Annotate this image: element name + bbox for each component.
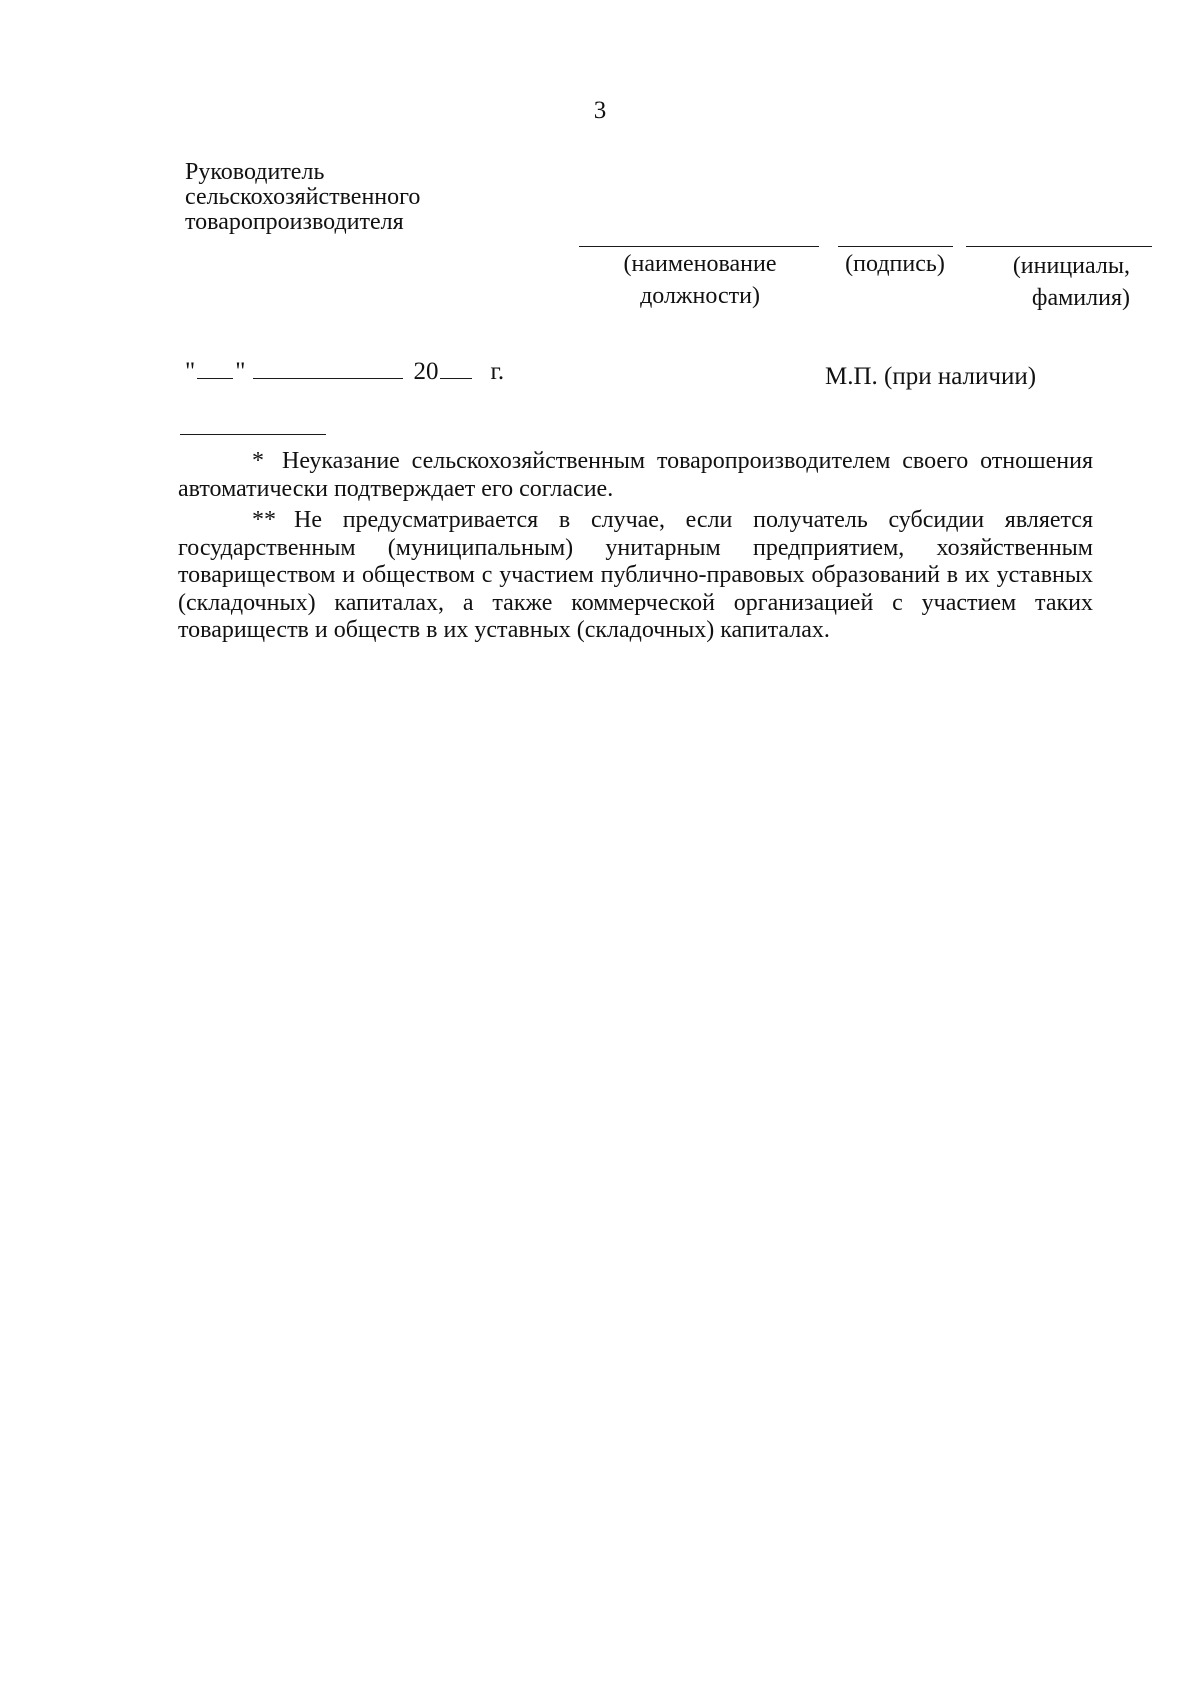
footnote-separator	[180, 434, 326, 435]
signer-title-line: Руководитель	[185, 159, 325, 185]
year-blank	[440, 356, 472, 379]
year-prefix: 20	[413, 358, 439, 385]
day-blank	[197, 356, 233, 379]
signature-line	[838, 246, 953, 247]
seal-note: М.П. (при наличии)	[825, 363, 1037, 390]
name-signature-line	[966, 246, 1152, 247]
name-caption	[980, 250, 1130, 314]
page-number: 3	[593, 97, 607, 124]
position-caption	[600, 248, 800, 312]
footnote	[178, 448, 1093, 503]
signature-caption-line: (подпись)	[845, 251, 945, 277]
position-caption-line: (наименование	[623, 251, 777, 277]
month-blank	[253, 356, 403, 379]
name-caption-line: (инициалы,	[1012, 253, 1130, 279]
signer-title-line: сельскохозяйственного	[185, 184, 421, 210]
signer-title	[185, 160, 420, 235]
position-signature-line	[579, 246, 819, 247]
footnote-text: Не предусматривается в случае, если получатель субсидии является государственным (муниципальным) унитарным предприятием, хозяйственным товариществом и обществом с участием публично-правовых образований в их уставных (складочных) капиталах, а также коммерческой организацией с участием таких товариществ и обществ в их уставных (складочных) капиталах.	[178, 507, 1093, 643]
year-suffix: г.	[490, 358, 505, 385]
date-open-quote: "	[185, 358, 196, 385]
date-close-quote: "	[235, 358, 246, 385]
footnote	[178, 507, 1093, 645]
date-line	[185, 356, 504, 387]
footnote-mark: **	[252, 507, 276, 533]
name-caption-line: фамилия)	[1031, 285, 1130, 311]
footnote-text: Неуказание сельскохозяйственным товаропроизводителем своего отношения автоматически подтверждает его согласие.	[178, 448, 1093, 502]
footnotes	[178, 448, 1093, 649]
footnote-mark: *	[252, 448, 264, 474]
position-caption-line: должности)	[640, 283, 760, 309]
signature-caption	[830, 248, 960, 280]
signer-title-line: товаропроизводителя	[185, 209, 404, 235]
